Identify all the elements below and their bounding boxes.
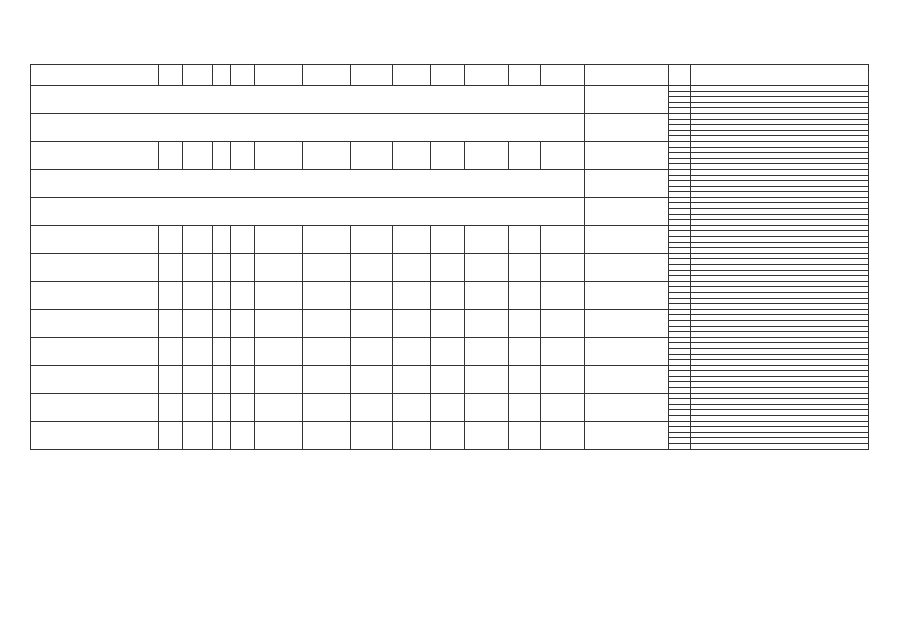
measure-attribute-cell: [393, 393, 431, 421]
financing-table: [30, 64, 869, 450]
measure-attribute-cell: [213, 309, 231, 337]
measure-attribute-cell: [255, 253, 303, 281]
measure-attribute-cell: [303, 309, 351, 337]
measure-description: [31, 309, 159, 337]
table-header-row: [31, 65, 869, 86]
measure-attribute-cell: [231, 309, 255, 337]
measure-attribute-cell: [159, 253, 183, 281]
measure-attribute-cell: [255, 365, 303, 393]
measure-attribute-cell: [465, 365, 509, 393]
measure-attribute-cell: [351, 309, 393, 337]
main_event-description: [31, 197, 585, 225]
measure-attribute-cell: [213, 337, 231, 365]
measure-attribute-cell: [351, 337, 393, 365]
measure-attribute-cell: [431, 365, 465, 393]
executor-cell: [585, 393, 669, 421]
measure-attribute-cell: [213, 393, 231, 421]
measure-attribute-cell: [431, 225, 465, 253]
measure-attribute-cell: [351, 141, 393, 169]
header-cell: [509, 65, 541, 86]
measure-attribute-cell: [465, 309, 509, 337]
measure-attribute-cell: [509, 421, 541, 449]
header-cell: [303, 65, 351, 86]
measure-attribute-cell: [509, 253, 541, 281]
header-cell: [393, 65, 431, 86]
measure-attribute-cell: [431, 281, 465, 309]
measure-attribute-cell: [431, 141, 465, 169]
measure-attribute-cell: [213, 365, 231, 393]
header-cell: [585, 65, 669, 86]
header-cell: [231, 65, 255, 86]
measure-description: [31, 141, 159, 169]
measure-attribute-cell: [393, 141, 431, 169]
measure-attribute-cell: [465, 141, 509, 169]
measure-attribute-cell: [159, 393, 183, 421]
measure-description: [31, 281, 159, 309]
measure-attribute-cell: [213, 253, 231, 281]
measure-attribute-cell: [465, 253, 509, 281]
measure-attribute-cell: [541, 309, 585, 337]
measure-attribute-cell: [231, 337, 255, 365]
executor-cell: [585, 421, 669, 449]
main_event-description: [31, 113, 585, 141]
measure-attribute-cell: [255, 225, 303, 253]
executor-cell: [585, 309, 669, 337]
header-cell: [465, 65, 509, 86]
measure-attribute-cell: [159, 421, 183, 449]
measure-attribute-cell: [541, 337, 585, 365]
measure-attribute-cell: [183, 281, 213, 309]
measure-attribute-cell: [303, 281, 351, 309]
measure-attribute-cell: [465, 225, 509, 253]
measure-attribute-cell: [255, 421, 303, 449]
measure-attribute-cell: [183, 141, 213, 169]
measure-attribute-cell: [509, 281, 541, 309]
measure-attribute-cell: [303, 253, 351, 281]
measure-attribute-cell: [303, 225, 351, 253]
executor-cell: [585, 253, 669, 281]
measure-attribute-cell: [303, 365, 351, 393]
measure-attribute-cell: [159, 365, 183, 393]
measure-attribute-cell: [351, 281, 393, 309]
header-cell: [351, 65, 393, 86]
measure-attribute-cell: [159, 225, 183, 253]
measure-attribute-cell: [509, 225, 541, 253]
measure-attribute-cell: [541, 141, 585, 169]
header-cell: [255, 65, 303, 86]
header-cell: [431, 65, 465, 86]
funding-source-cell: [669, 444, 691, 450]
measure-attribute-cell: [351, 253, 393, 281]
financing-amounts-cell: [691, 444, 869, 450]
measure-attribute-cell: [431, 393, 465, 421]
measure-attribute-cell: [231, 253, 255, 281]
measure-attribute-cell: [183, 337, 213, 365]
measure-attribute-cell: [431, 337, 465, 365]
measure-attribute-cell: [393, 365, 431, 393]
measure-attribute-cell: [509, 393, 541, 421]
measure-description: [31, 365, 159, 393]
measure-attribute-cell: [465, 337, 509, 365]
measure-attribute-cell: [231, 141, 255, 169]
executor-cell: [585, 281, 669, 309]
subprogram-description: [31, 169, 585, 197]
header-cell: [691, 65, 869, 86]
measure-attribute-cell: [465, 393, 509, 421]
measure-attribute-cell: [231, 421, 255, 449]
header-cell: [183, 65, 213, 86]
measure-attribute-cell: [159, 281, 183, 309]
executor-cell: [585, 169, 669, 197]
measure-attribute-cell: [393, 225, 431, 253]
measure-description: [31, 421, 159, 449]
table-body: [31, 86, 869, 450]
measure-attribute-cell: [465, 281, 509, 309]
header-cell: [669, 65, 691, 86]
executor-cell: [585, 141, 669, 169]
measure-attribute-cell: [159, 141, 183, 169]
executor-cell: [585, 337, 669, 365]
measure-attribute-cell: [541, 393, 585, 421]
measure-attribute-cell: [541, 365, 585, 393]
measure-attribute-cell: [351, 365, 393, 393]
measure-attribute-cell: [541, 253, 585, 281]
measure-description: [31, 253, 159, 281]
measure-attribute-cell: [431, 421, 465, 449]
measure-attribute-cell: [255, 393, 303, 421]
measure-attribute-cell: [303, 421, 351, 449]
measure-attribute-cell: [255, 337, 303, 365]
measure-attribute-cell: [183, 225, 213, 253]
measure-attribute-cell: [393, 309, 431, 337]
measure-description: [31, 393, 159, 421]
measure-description: [31, 225, 159, 253]
measure-attribute-cell: [183, 421, 213, 449]
measure-attribute-cell: [541, 421, 585, 449]
measure-attribute-cell: [465, 421, 509, 449]
measure-attribute-cell: [393, 421, 431, 449]
measure-attribute-cell: [351, 421, 393, 449]
measure-attribute-cell: [183, 365, 213, 393]
measure-attribute-cell: [509, 337, 541, 365]
executor-cell: [585, 197, 669, 225]
measure-attribute-cell: [213, 421, 231, 449]
executor-cell: [585, 113, 669, 141]
measure-attribute-cell: [255, 281, 303, 309]
measure-attribute-cell: [255, 309, 303, 337]
executor-cell: [585, 86, 669, 114]
header-cell: [213, 65, 231, 86]
header-cell: [541, 65, 585, 86]
measure-attribute-cell: [393, 281, 431, 309]
subprogram-description: [31, 86, 585, 114]
measure-attribute-cell: [351, 225, 393, 253]
measure-attribute-cell: [509, 309, 541, 337]
measure-attribute-cell: [393, 253, 431, 281]
measure-attribute-cell: [303, 393, 351, 421]
measure-attribute-cell: [255, 141, 303, 169]
executor-cell: [585, 365, 669, 393]
measure-attribute-cell: [213, 141, 231, 169]
measure-attribute-cell: [231, 225, 255, 253]
measure-attribute-cell: [303, 337, 351, 365]
measure-attribute-cell: [231, 281, 255, 309]
measure-attribute-cell: [183, 309, 213, 337]
measure-attribute-cell: [213, 225, 231, 253]
header-cell: [31, 65, 159, 86]
measure-attribute-cell: [159, 309, 183, 337]
measure-attribute-cell: [541, 225, 585, 253]
measure-attribute-cell: [351, 393, 393, 421]
measure-attribute-cell: [431, 253, 465, 281]
measure-attribute-cell: [231, 393, 255, 421]
measure-description: [31, 337, 159, 365]
measure-attribute-cell: [509, 141, 541, 169]
measure-attribute-cell: [183, 253, 213, 281]
measure-attribute-cell: [393, 337, 431, 365]
measure-attribute-cell: [213, 281, 231, 309]
measure-attribute-cell: [509, 365, 541, 393]
measure-attribute-cell: [431, 309, 465, 337]
measure-attribute-cell: [541, 281, 585, 309]
executor-cell: [585, 225, 669, 253]
measure-attribute-cell: [231, 365, 255, 393]
measure-attribute-cell: [159, 337, 183, 365]
measure-attribute-cell: [303, 141, 351, 169]
measure-attribute-cell: [183, 393, 213, 421]
header-cell: [159, 65, 183, 86]
